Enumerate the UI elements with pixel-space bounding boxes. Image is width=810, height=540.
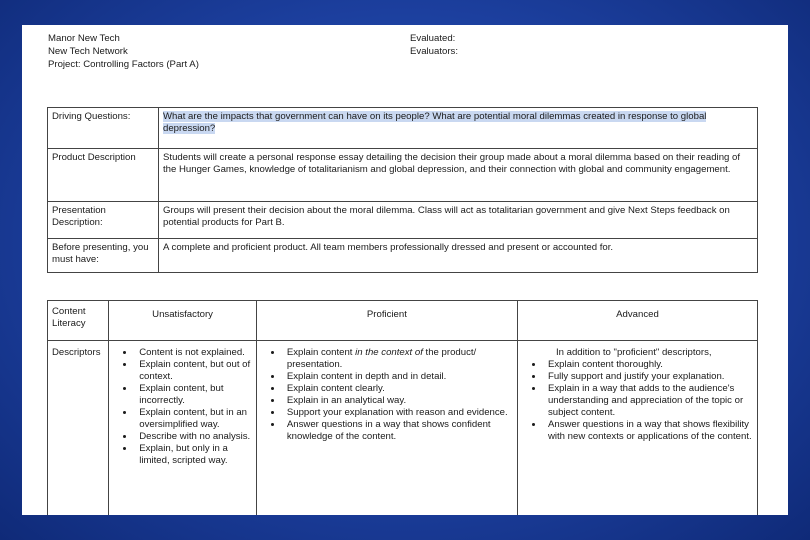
list-item: • Answer questions in a way that shows confident knowledge of the content. xyxy=(283,419,513,443)
list-item: • Explain content, but in an oversimplified way. xyxy=(135,407,252,431)
row-label: Descriptors xyxy=(48,341,109,516)
document-page xyxy=(22,25,788,515)
proficient-cell xyxy=(256,341,517,516)
list-item: • Explain content thoroughly. xyxy=(544,359,753,371)
unsatisfactory-list xyxy=(113,347,252,467)
list-item: • Answer questions in a way that shows flexibility with new contexts or applications of the content. xyxy=(544,419,753,443)
column-header: Advanced xyxy=(517,301,757,341)
list-item: • Explain content, but out of context. xyxy=(135,359,252,383)
list-item: • Fully support and justify your explanation. xyxy=(544,371,753,383)
list-item: • Explain content, but incorrectly. xyxy=(135,383,252,407)
table-row xyxy=(48,202,758,239)
highlighted-text: What are the impacts that government can have on its people? What are potential moral dilemmas created in response to global depression? xyxy=(163,111,707,134)
network-name: New Tech Network xyxy=(48,46,128,57)
row-label: Presentation Description: xyxy=(48,202,159,239)
list-item: • Explain in a way that adds to the audience's understanding and appreciation of the topic or subject content. xyxy=(544,383,753,419)
before-presenting-text: A complete and proficient product. All team members professionally dressed and present or accounted for. xyxy=(159,239,758,273)
document-header xyxy=(48,33,768,72)
advanced-list xyxy=(522,359,753,443)
proficient-list xyxy=(261,347,513,443)
presentation-description-text: Groups will present their decision about the moral dilemma. Class will act as totalitarian government and give Next Steps feedback on potential products for Part B. xyxy=(159,202,758,239)
advanced-cell xyxy=(517,341,757,516)
list-item: • Explain, but only in a limited, scripted way. xyxy=(135,443,252,467)
list-item: • Explain content in depth and in detail. xyxy=(283,371,513,383)
table-row xyxy=(48,341,758,516)
column-header: Content Literacy xyxy=(48,301,109,341)
list-item: • Explain content in the context of the product/ presentation. xyxy=(283,347,513,371)
table-row xyxy=(48,149,758,202)
unsatisfactory-cell xyxy=(109,341,257,516)
project-title: Project: Controlling Factors (Part A) xyxy=(48,59,199,70)
rubric-table xyxy=(47,300,758,515)
table-row xyxy=(48,108,758,149)
list-item: • Explain in an analytical way. xyxy=(283,395,513,407)
evaluated-label: Evaluated: xyxy=(410,33,456,44)
list-item: • Describe with no analysis. xyxy=(135,431,252,443)
school-name: Manor New Tech xyxy=(48,33,120,44)
column-header: Proficient xyxy=(256,301,517,341)
project-info-table xyxy=(47,107,758,273)
product-description-text: Students will create a personal response essay detailing the decision their group made about a moral dilemma based on their reading of the Hunger Games, knowledge of totalitarianism and global depression, and their connection with global and community engagement. xyxy=(159,149,758,202)
list-item: • Support your explanation with reason and evidence. xyxy=(283,407,513,419)
list-item: • Content is not explained. xyxy=(135,347,252,359)
evaluators-label: Evaluators: xyxy=(410,46,458,57)
list-item: • Explain content clearly. xyxy=(283,383,513,395)
row-label: Driving Questions: xyxy=(48,108,159,149)
table-header-row xyxy=(48,301,758,341)
column-header: Unsatisfactory xyxy=(109,301,257,341)
advanced-intro: In addition to "proficient" descriptors, xyxy=(555,347,712,358)
table-row xyxy=(48,239,758,273)
row-label: Before presenting, you must have: xyxy=(48,239,159,273)
row-label: Product Description xyxy=(48,149,159,202)
driving-questions-text xyxy=(159,108,758,149)
